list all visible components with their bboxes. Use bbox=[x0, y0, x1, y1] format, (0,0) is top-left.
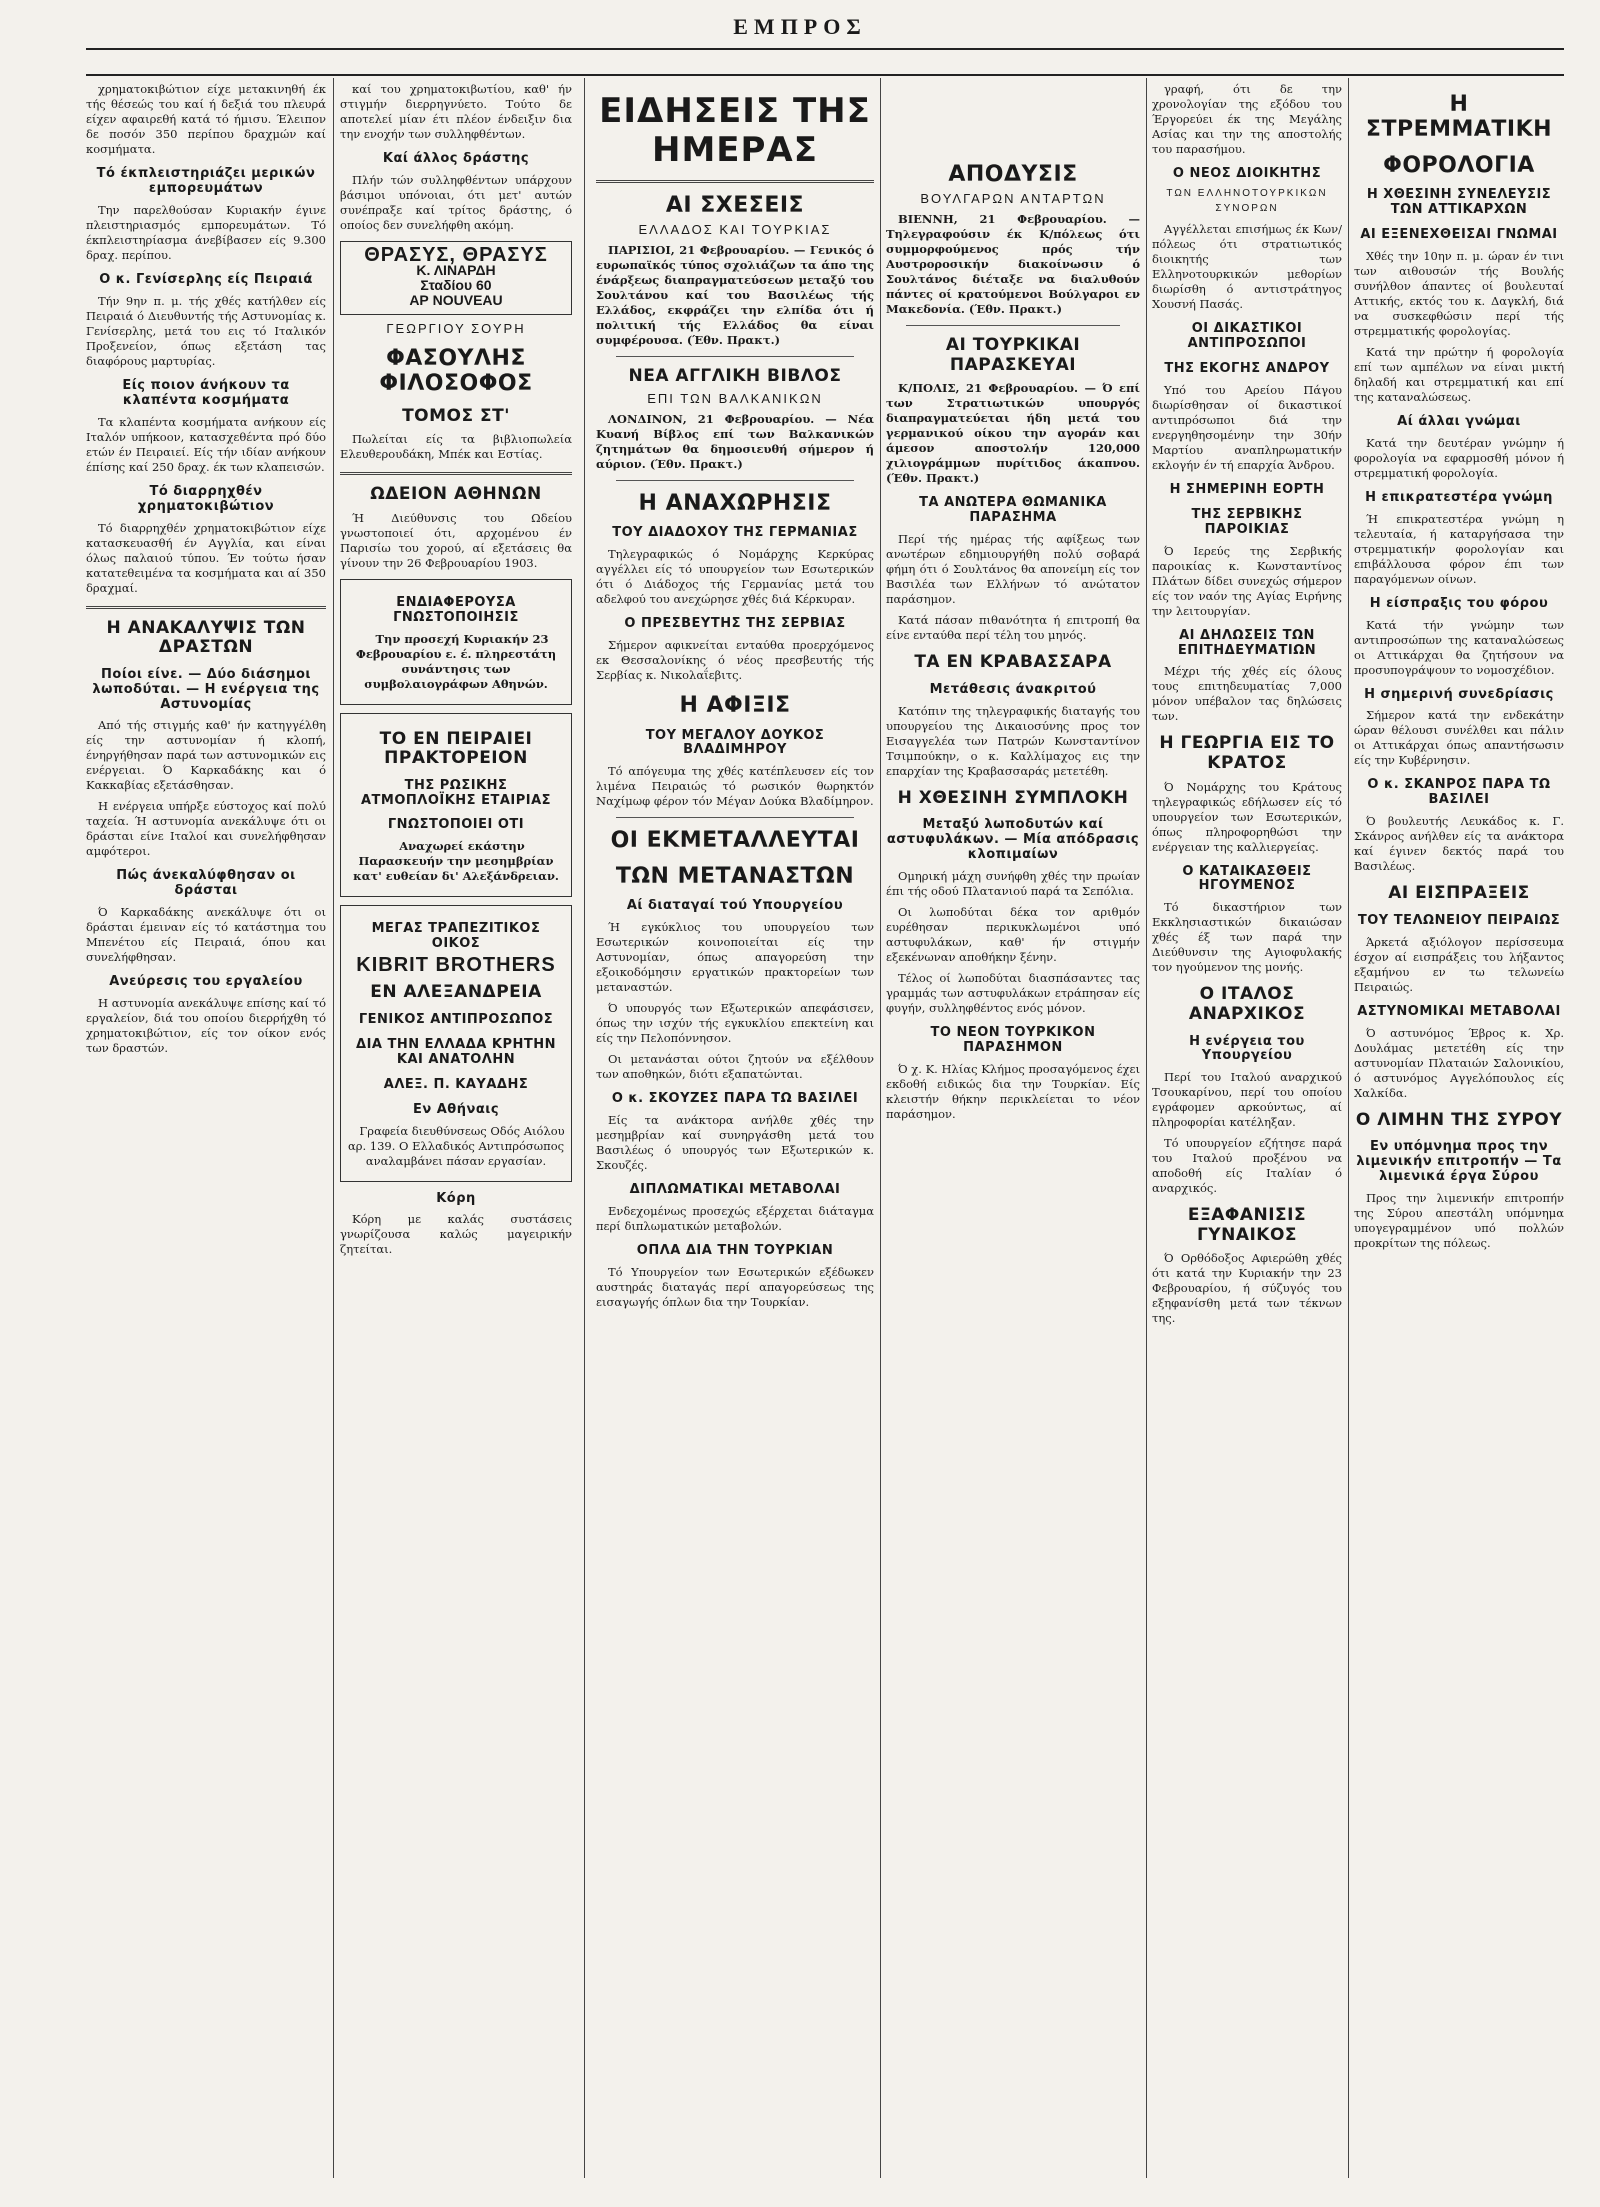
article-subheading: ΒΟΥΛΓΑΡΩΝ ΑΝΤΑΡΤΩΝ bbox=[920, 191, 1106, 207]
article-text: Τό Υπουργείον των Εσωτερικών εξέδωκεν αυστηράς διαταγάς περί απαγορεύσεως της εισαγωγής όπλων δια την Τουρκίαν. bbox=[596, 1264, 874, 1309]
article-heading: Ο ΠΡΕΣΒΕΥΤΗΣ ΤΗΣ ΣΕΡΒΙΑΣ bbox=[624, 616, 846, 632]
article-text: Ή Διεύθυνσις του Ωδείου γνωστοποιεί ότι, αρχομένου έν Παρισίω του χορού, αί εξετάσεις θα γίνουν την 26 Φεβρουαρίου 1903. bbox=[340, 510, 572, 570]
ad-line: Σταδίου 60 bbox=[420, 276, 492, 293]
article-text: γραφή, ότι δε την χρονολογίαν της εξόδου του Έργορεύει έκ της Μεγάλης Ασίας και την της αποστολής του παρασήμου. bbox=[1152, 82, 1342, 156]
article-heading: Αί άλλαι γνώμαι bbox=[1397, 413, 1521, 429]
article-heading: ΑΙ ΤΟΥΡΚΙΚΑΙ ΠΑΡΑΣΚΕΥΑΙ bbox=[945, 335, 1081, 375]
article-text: Η αστυνομία ανεκάλυψε επίσης καί τό εργαλείον, διά του οποίου διερρήχθη τό χρηματοκιβώτιον, είς τον οίκον ενός των δραστών. bbox=[86, 996, 326, 1056]
article-heading: Η είσπραξις του φόρου bbox=[1369, 595, 1549, 611]
book-author: ΓΕΩΡΓΙΟΥ ΣΟΥΡΗ bbox=[386, 320, 526, 336]
article-subheading: Ποίοι είνε. — Δύο διάσημοι λωποδύται. — Η ενέργεια της Αστυνομίας bbox=[92, 666, 320, 712]
column-1 bbox=[86, 82, 326, 2172]
article-heading: Ο ΝΕΟΣ ΔΙΟΙΚΗΤΗΣ bbox=[1172, 166, 1322, 181]
column-5 bbox=[1152, 82, 1342, 2172]
article-text: Ή εγκύκλιος του υπουργείου των Εσωτερικών κοινοποιείται είς την Αστυνομίαν, όπως απαγορεύση την εξοικοδόμησιν εργατικών πρακτορείων των μεταναστών. bbox=[596, 919, 874, 994]
article-text: Πλήν τών συλληφθέντων υπάρχουν βάσιμοι υπόνοιαι, ότι μετ' αυτών συνέπραξε καί τρίτος δράστης, ό οποίος δεν συνελήφθη ακόμη. bbox=[340, 172, 572, 232]
article-heading: ΑΙ ΕΙΣΠΡΑΞΕΙΣ bbox=[1388, 883, 1530, 904]
notice-box bbox=[340, 579, 572, 705]
article-text: ΛΟΝΔΙΝΟΝ, 21 Φεβρουαρίου. — Νέα Κυανή Βίβλος επί των Βαλκανικών ζητημάτων θα δημοσιευθή σήμερον ή αύριον. (Έθν. Πρακτ.) bbox=[596, 412, 874, 472]
article-subheading: ΤΟΥ ΔΙΑΔΟΧΟΥ ΤΗΣ ΓΕΡΜΑΝΙΑΣ bbox=[612, 525, 858, 541]
article-heading: Η ΧΘΕΣΙΝΗ ΣΥΜΠΛΟΚΗ bbox=[897, 787, 1129, 808]
article-text: Ομηρική μάχη συνήφθη χθές την πρωίαν έπι τής οδού Πλατανιού παρά τα Σεπόλια. bbox=[886, 869, 1140, 899]
article-text: Τήν 9ην π. μ. τής χθές κατήλθεν είς Πειραιά ό Διευθυντής τής Αστυνομίας κ. Γενίσερλης, μετά του εις τό Ιταλικόν Προξενείον, όπως εξετάση τας διαφόρους μαρτυρίας. bbox=[86, 293, 326, 368]
article-heading: ΑΣΤΥΝΟΜΙΚΑΙ ΜΕΤΑΒΟΛΑΙ bbox=[1357, 1003, 1561, 1019]
column-divider bbox=[880, 78, 881, 2178]
article-subheading: ΤΟΥ ΤΕΛΩΝΕΙΟΥ ΠΕΙΡΑΙΩΣ bbox=[1357, 912, 1561, 928]
divider bbox=[86, 606, 326, 609]
article-subheading: ΤΟΥ ΜΕΓΑΛΟΥ ΔΟΥΚΟΣ ΒΛΑΔΙΜΗΡΟΥ bbox=[645, 727, 825, 758]
article-text: Είς τα ανάκτορα ανήλθε χθές την μεσημβρίαν καί συνηργάσθη μετά του Βασιλέως ό υπουργός των Εξωτερικών κ. Σκουζές. bbox=[596, 1112, 874, 1172]
article-text: Μέχρι τής χθές είς όλους τους επιτηδευματίας 7,000 μόνον υπέβαλον τας δηλώσεις των. bbox=[1152, 664, 1342, 724]
book-title: ΦΑΣΟΥΛΗΣ ΦΙΛΟΣΟΦΟΣ bbox=[379, 345, 533, 397]
article-text: Από τής στιγμής καθ' ήν κατηγγέλθη είς την αστυνομίαν ή κλοπή, ένηργήθησαν παρά των αστυνομικών εις ενέργειαι. Ό Καρκαδάκης και ό Κακκαβίας εξετάσθησαν. bbox=[86, 718, 326, 793]
ad-heading: Εν Αθήναις bbox=[412, 1101, 500, 1117]
article-text: Κατά την πρώτην ή φορολογία επί των αμπέλων να είναι μικτή δηλαδή και στρεμματική και επί της καταναλώσεως. bbox=[1354, 344, 1564, 404]
ad-heading: ΑΛΕΞ. Π. ΚΑΥΑΔΗΣ bbox=[383, 1076, 529, 1092]
article-text: Ό Ιερεύς της Σερβικής παροικίας κ. Κωνσταντίνος Πλάτων δίδει συνεχώς σήμερον είς τον ναόν της Αγίας Ειρήνης την λειτουργίαν. bbox=[1152, 543, 1342, 618]
article-heading: ΝΕΑ ΑΓΓΛΙΚΗ ΒΙΒΛΟΣ bbox=[628, 366, 842, 387]
column-4 bbox=[886, 82, 1140, 2172]
article-text: Την παρελθούσαν Κυριακήν έγινε πλειστηριασμός εμπορευμάτων. Τό έκπλειστηρίασμα άνεβίβασεν είς 9.300 δραχ. περίπου. bbox=[86, 202, 326, 262]
article-text: Προς την λιμενικήν επιτροπήν της Σύρου απεστάλη υπόμνημα υπογεγραμμένον υπό πολλών προκρίτων της πόλεως. bbox=[1354, 1191, 1564, 1251]
article-text: Σήμερον αφικνείται ενταύθα προερχόμενος εκ Θεσσαλονίκης ό νέος πρεσβευτής τής Σερβίας κ. Νικολαΐεβιτς. bbox=[596, 638, 874, 683]
article-heading: ΕΞΑΦΑΝΙΣΙΣ ΓΥΝΑΙΚΟΣ bbox=[1187, 1205, 1307, 1245]
article-text: χρηματοκιβώτιον είχε μετακινηθή έκ τής θέσεώς του καί ή δεξιά του πλευρά είχεν αφαιρεθή κατά τό ήμισυ. Έλειπον δε ποσόν 350 περίπου δραχμών καί κοσμήματα. bbox=[86, 82, 326, 156]
article-text: Τό απόγευμα της χθές κατέπλευσεν είς τον λιμένα Πειραιώς τό ρωσικόν θωρηκτόν Ναχίμωφ φέρον τόν Μέγαν Δούκα Βλαδίμηρον. bbox=[596, 764, 874, 809]
article-heading: ΟΠΛΑ ΔΙΑ ΤΗΝ ΤΟΥΡΚΙΑΝ bbox=[636, 1242, 834, 1258]
article-text: Περί του Ιταλού αναρχικού Τσουκαρίνου, περί του οποίου εγράφομεν αρκούντως, αί πληροφορίαι κατέληξαν. bbox=[1152, 1070, 1342, 1130]
article-heading: Η ΣΗΜΕΡΙΝΗ ΕΟΡΤΗ bbox=[1169, 481, 1325, 497]
article-text: ΒΙΕΝΝΗ, 21 Φεβρουαρίου. — Τηλεγραφούσιν έκ Κ/πόλεως ότι συμμορφούμενος πρός τήν Αυστροροσικήν διακοίνωσιν ό Σουλτάνος διέταξε να διαλυθούν πάντες οί κρατούμενοι Βούλγαροι εν Μακεδονία. (Έθν. Πρακτ.) bbox=[886, 212, 1140, 317]
advertisement bbox=[340, 905, 572, 1181]
title-spacer bbox=[886, 82, 1140, 152]
ad-heading: ΓΝΩΣΤΟΠΟΙΕΙ ΟΤΙ bbox=[387, 817, 525, 833]
ad-heading: ΓΕΝΙΚΟΣ ΑΝΤΙΠΡΟΣΩΠΟΣ bbox=[358, 1011, 554, 1027]
section-title: ΕΙΔΗΣΕΙΣ ΤΗΣ ΗΜΕΡΑΣ bbox=[599, 91, 871, 171]
ad-line: Κ. ΛΙΝΑΡΔΗ bbox=[416, 261, 496, 278]
article-heading: Ο ΙΤΑΛΟΣ ΑΝΑΡΧΙΚΟΣ bbox=[1188, 984, 1306, 1024]
article-heading: ΤΑ ΑΝΩΤΕΡΑ ΘΩΜΑΝΙΚΑ ΠΑΡΑΣΗΜΑ bbox=[919, 495, 1107, 526]
book-tome: ΤΟΜΟΣ ΣΤ' bbox=[402, 405, 510, 426]
article-text: Ό Νομάρχης του Κράτους τηλεγραφικώς εδήλωσεν είς τό υπουργείον των Εσωτερικών, όπως πληροφορηθώσι την ενέργειαν της καλλιεργείας. bbox=[1152, 779, 1342, 854]
article-text: Κατά την δευτέραν γνώμην ή φορολογία να εφαρμοσθή μόνον ή στρεμματική φορολογία. bbox=[1354, 435, 1564, 480]
article-text: Τό δικαστήριον των Εκκλησιαστικών δικαιώσαν χθές έξ των παρά την Διεύθυνσιν της Αγιοφυλακής τον ηγούμενον της μονής. bbox=[1152, 900, 1342, 975]
column-divider bbox=[584, 78, 585, 2178]
article-heading: Ο κ. ΣΚΟΥΖΕΣ ΠΑΡΑ ΤΩ ΒΑΣΙΛΕΙ bbox=[611, 1090, 859, 1106]
article-text: Ή επικρατεστέρα γνώμη η τελευταία, ή καταργήσασα την στρεμματικήν φορολογίαν και επιβάλλουσα φόρον έπι των παραγόμενων οίνων. bbox=[1354, 511, 1564, 586]
article-heading: Είς ποιον άνήκουν τα κλαπέντα κοσμήματα bbox=[122, 377, 290, 408]
article-heading: Ανεύρεσις του εργαλείου bbox=[109, 974, 303, 990]
article-text: καί του χρηματοκιβωτίου, καθ' ήν στιγμήν διερρηγνύετο. Τούτο δε αποτελεί μίαν έτι πλέον ένδειξιν δια την ενοχήν των συλληφθέντων. bbox=[340, 82, 572, 141]
article-heading: ΟΙ ΕΚΜΕΤΑΛΛΕΥΤΑΙ bbox=[610, 828, 860, 854]
masthead: ΕΜΠΡΟΣ bbox=[733, 14, 867, 39]
notice-text: Την προσεχή Κυριακήν 23 Φεβρουαρίου ε. έ. πληρεστάτη συνάντησις των συμβολαιογράφων Αθηνών. bbox=[355, 631, 557, 691]
article-heading: Η ΣΤΡΕΜΜΑΤΙΚΗ bbox=[1365, 92, 1553, 143]
article-text: Ό υπουργός των Εξωτερικών απεφάσισεν, όπως την ισχύν τής εγκυκλίου επεκτείνη και είς την Πελοπόννησον. bbox=[596, 1000, 874, 1045]
header-rule bbox=[86, 74, 1564, 76]
divider bbox=[616, 356, 854, 357]
article-text: Κατά πάσαν πιθανότητα ή επιτροπή θα είνε ενταύθα περί τέλη του μηνός. bbox=[886, 613, 1140, 643]
article-heading: ΟΙ ΔΙΚΑΣΤΙΚΟΙ ΑΝΤΙΠΡΟΣΩΠΟΙ bbox=[1187, 320, 1307, 351]
article-subheading: ΤΗΣ ΕΚΟΓΗΣ ΑΝΔΡΟΥ bbox=[1164, 360, 1330, 376]
article-heading: Τό διαρρηχθέν χρηματοκιβώτιον bbox=[137, 483, 275, 514]
article-heading: Ο ΛΙΜΗΝ ΤΗΣ ΣΥΡΟΥ bbox=[1355, 1109, 1563, 1130]
ad-heading: ΜΕΓΑΣ ΤΡΑΠΕΖΙΤΙΚΟΣ ΟΙΚΟΣ bbox=[371, 921, 541, 952]
article-text: Τό διαρρηχθέν χρηματοκιβώτιον είχε κατασκευασθή έν Αγγλία, και είναι όλως παλαιού τύπου. Έν τούτω ήσαν κατατεθειμένα τα κοσμήματα και αί 350 δραχμαί. bbox=[86, 520, 326, 595]
article-subheading: Εν υπόμνημα προς την λιμενικήν επιτροπήν — Τα λιμενικά έργα Σύρου bbox=[1356, 1139, 1562, 1185]
article-subheading: ΤΗΣ ΣΕΡΒΙΚΗΣ ΠΑΡΟΙΚΙΑΣ bbox=[1191, 506, 1303, 537]
ad-line: ΑΡ NOUVEAU bbox=[409, 291, 503, 308]
article-heading: ΑΙ ΣΧΕΣΕΙΣ bbox=[665, 193, 805, 219]
article-text: Τηλεγραφικώς ό Νομάρχης Κερκύρας αγγέλλει είς τό υπουργείον των Εσωτερικών ότι ό Διάδοχος τής Γερμανίας μετά του αδελφού του ανεχώρησε χθές διά Κέρκυραν. bbox=[596, 547, 874, 607]
article-text: Οι λωποδύται δέκα τον αριθμόν ευρέθησαν περικυκλωμένοι υπό αστυφυλάκων, καθ' ήν στιγμήν εξεκένωναν αποθήκην ξένην. bbox=[886, 905, 1140, 965]
column-divider bbox=[333, 78, 334, 2178]
article-heading: ΤΩΝ ΜΕΤΑΝΑΣΤΩΝ bbox=[615, 863, 855, 889]
article-subheading: Μετάθεσις άνακριτού bbox=[929, 681, 1097, 697]
divider bbox=[596, 180, 874, 183]
ad-heading: ΤΟ ΕΝ ΠΕΙΡΑΙΕΙ ΠΡΑΚΤΟΡΕΙΟΝ bbox=[379, 728, 533, 769]
article-text: Κ/ΠΟΛΙΣ, 21 Φεβρουαρίου. — Ό επί των Στρατιωτικών υπουργός διαπραγματεύεται ήδη μετά του γερμανικού οίκου την αγοράν και άμεσον αποστολήν 120,000 χιλιογράμμων πυρίτιδος άκαπνου. (Έθν. Πρακτ.) bbox=[886, 381, 1140, 486]
article-heading: Η ΑΝΑΚΑΛΥΨΙΣ ΤΩΝ ΔΡΑΣΤΩΝ bbox=[106, 617, 306, 658]
article-heading: ΤΟ ΝΕΟΝ ΤΟΥΡΚΙΚΟΝ ΠΑΡΑΣΗΜΟΝ bbox=[930, 1025, 1096, 1056]
column-2 bbox=[340, 82, 572, 2172]
article-heading: ΩΔΕΙΟΝ ΑΘΗΝΩΝ bbox=[370, 484, 542, 505]
divider bbox=[616, 817, 854, 818]
ad-heading: ΕΝ ΑΛΕΞΑΝΔΡΕΙΑ bbox=[370, 982, 542, 1003]
ad-text: Αναχωρεί εκάστην Παρασκευήν την μεσημβρίαν κατ' ευθείαν δι' Αλεξάνδρειαν. bbox=[353, 839, 559, 884]
article-text: Άρκετά αξιόλογον περίσσευμα έσχον αί εισπράξεις του λήξαντος εξαμήνου εν τω τελωνείω Πειραιώς. bbox=[1354, 934, 1564, 994]
ad-title: ΘΡΑΣΥΣ, ΘΡΑΣΥΣ bbox=[364, 243, 548, 266]
article-text: Υπό του Αρείου Πάγου διωρίσθησαν οί δικαστικοί αντιπρόσωποι διά την ενεργηθησομένην την 30ήν Μαρτίου αναπληρωματικήν εκλογήν έν τή επαρχία Άνδρου. bbox=[1152, 382, 1342, 472]
article-heading: Καί άλλος δράστης bbox=[382, 151, 530, 166]
article-heading: ΑΙ ΔΗΛΩΣΕΙΣ ΤΩΝ ΕΠΙΤΗΔΕΥΜΑΤΙΩΝ bbox=[1177, 627, 1317, 658]
article-text: Περί τής ημέρας τής αφίξεως των ανωτέρων εδημιουργήθη πολύ σοβαρά φήμη ότι ό Σουλτάνος θα απονείμη είς τον Βασιλέα των Ελλήνων τό ανώτατον παράσημον. bbox=[886, 532, 1140, 607]
article-text: Ό βουλευτής Λευκάδος κ. Γ. Σκάνρος ανήλθεν είς τα ανάκτορα καί έγινεν δεκτός παρά του Βασιλέως. bbox=[1354, 814, 1564, 874]
article-heading: ΑΠΟΔΥΣΙΣ bbox=[948, 162, 1078, 187]
classified-text: Κόρη με καλάς συστάσεις γνωρίζουσα καλώς μαγειρικήν ζητείται. bbox=[340, 1212, 572, 1257]
article-heading: Ο ΚΑΤΑΙΚΑΣΘΕΙΣ ΗΓΟΥΜΕΝΟΣ bbox=[1182, 863, 1312, 894]
article-heading: Ο κ. ΣΚΑΝΡΟΣ ΠΑΡΑ ΤΩ ΒΑΣΙΛΕΙ bbox=[1367, 777, 1551, 808]
advertisement bbox=[340, 713, 572, 898]
article-subheading: Αί διαταγαί τού Υπουργείου bbox=[626, 897, 844, 913]
ad-text: Γραφεία διευθύνσεως Οδός Αιόλου αρ. 139. Ο Ελλαδικός Αντιπρόσωπος αναλαμβάνει πάσαν εργασίαν. bbox=[347, 1123, 565, 1168]
article-text: Σήμερον κατά την ενδεκάτην ώραν θέλουσι συνέλθει και πάλιν οι Αττικάρχαι όπως απαντήσωσιν είς την Κυβέρνησιν. bbox=[1354, 708, 1564, 768]
article-subheading: ΕΛΛΑΔΟΣ ΚΑΙ ΤΟΥΡΚΙΑΣ bbox=[638, 222, 832, 238]
ad-heading: ΔΙΑ ΤΗΝ ΕΛΛΑΔΑ ΚΡΗΤΗΝ ΚΑΙ ΑΝΑΤΟΛΗΝ bbox=[356, 1036, 556, 1067]
article-text: Τα κλαπέντα κοσμήματα ανήκουν είς Ιταλόν υπήκοον, κατασχεθέντα πρό δύο ετών έν Πειραιεί. Είς τήν ιδίαν ανήκουν έπίσης καί 250 δραχ. έκ των κλαπεισών. bbox=[86, 414, 326, 474]
column-divider bbox=[1348, 78, 1349, 2178]
article-text: Κατά τήν γνώμην των αντιπροσώπων της καταναλώσεως οι Αττικάρχαι θα ζητήσουν να προσυπογράψουν το νομοσχέδιον. bbox=[1354, 617, 1564, 677]
article-text: Ό Ορθόδοξος Αφιερώθη χθές ότι κατά την Κυριακήν την 23 Φεβρουαρίου, ή σύζυγός του εξηφανίσθη μετά των τέκνων της. bbox=[1152, 1251, 1342, 1326]
article-text: Ό χ. Κ. Ηλίας Κλήμος προσαγόμενος έχει εκδοθή ειδικώς δια την Τουρκίαν. Είς κλειστήν θήκην περικλείεται το νέον παράσημον. bbox=[886, 1061, 1140, 1121]
article-subheading: ΕΠΙ ΤΩΝ ΒΑΛΚΑΝΙΚΩΝ bbox=[647, 391, 823, 407]
notice-heading: ΕΝΔΙΑΦΕΡΟΥΣΑ ΓΝΩΣΤΟΠΟΙΗΣΙΣ bbox=[393, 594, 519, 625]
article-text: Κατόπιν της τηλεγραφικής διαταγής του υπουργείου της Δικαιοσύνης προς τον Εισαγγελέα των Πατρών Κωνσταντίνον Τσιμπούκην, ο κ. Καλλίμαχος εις την επαρχίαν της Κραβασσαράς μετετέθη. bbox=[886, 703, 1140, 778]
divider bbox=[340, 472, 572, 475]
article-text: Η ενέργεια υπήρξε εύστοχος καί πολύ ταχεία. Ή αστυνομία ανεκάλυψε ότι οι δράσται είνε Ιταλοί και συνελήφθησαν αμφότεροι. bbox=[86, 799, 326, 859]
article-heading: Η ΓΕΩΡΓΙΑ ΕΙΣ ΤΟ ΚΡΑΤΟΣ bbox=[1159, 733, 1335, 773]
column-6 bbox=[1354, 82, 1564, 2172]
article-heading: Η ΑΝΑΧΩΡΗΣΙΣ bbox=[638, 491, 832, 517]
article-subheading: Η ενέργεια του Υπουργείου bbox=[1189, 1033, 1305, 1064]
advertisement bbox=[340, 241, 572, 315]
article-text: Χθές την 10ην π. μ. ώραν έν τινι των αιθουσών τής Βουλής συνήλθον άπαντες οί βουλευταί Αττικής, εκτός του κ. Δαγκλή, διά να συσκεφθώσιν περί τής στρεμματικής φορολογίας. bbox=[1354, 248, 1564, 338]
article-text: Ό αστυνόμος Έβρος κ. Χρ. Δουλάμας μετετέθη είς την αστυνομίαν Πλαταιών Σαλονικίου, ό αστυνόμος Αγγελόπουλος είς Χαλκίδα. bbox=[1354, 1025, 1564, 1100]
article-heading: Η ΑΦΙΞΙΣ bbox=[679, 693, 791, 719]
article-heading: ΔΙΠΛΩΜΑΤΙΚΑΙ ΜΕΤΑΒΟΛΑΙ bbox=[629, 1181, 841, 1197]
article-heading: Ο κ. Γενίσερλης είς Πειραιά bbox=[99, 271, 313, 287]
article-text: Οι μετανάσται ούτοι ζητούν να εξέλθουν των αποθηκών, διότι εξαπατώνται. bbox=[596, 1051, 874, 1081]
article-heading: Η επικρατεστέρα γνώμη bbox=[1365, 489, 1553, 505]
article-text: Αγγέλλεται επισήμως έκ Κων/πόλεως ότι στρατιωτικός διοικητής των Ελληνοτουρκικών μεθορίων διωρίσθη ό αντιστράτηγος Χουσνή Πασάς. bbox=[1152, 221, 1342, 311]
article-heading: Πώς άνεκαλύφθησαν οι δράσται bbox=[116, 868, 296, 899]
article-subheading: ΤΩΝ ΕΛΛΗΝΟΤΟΥΡΚΙΚΩΝ ΣΥΝΟΡΩΝ bbox=[1166, 187, 1328, 214]
article-text: Τέλος οί λωποδύται διασπάσαντες τας γραμμάς των αστυφυλάκων ετράπησαν είς φυγήν, συλληφθέντος ενός μόνον. bbox=[886, 971, 1140, 1016]
column-3 bbox=[596, 82, 874, 2172]
column-divider bbox=[1146, 78, 1147, 2178]
divider bbox=[616, 480, 854, 481]
article-heading: Η σημερινή συνεδρίασις bbox=[1364, 686, 1554, 702]
article-text: ΠΑΡΙΣΙΟΙ, 21 Φεβρουαρίου. — Γενικός ό ευρωπαϊκός τύπος σχολιάζων τα άπο της ένάρξεως διαπραγματεύσεων μεταξύ του Σουλτάνου καί του Βασιλέως τής Ελλάδος, εκφράζει την ελπίδα ότι ή πολιτική τής Ελλάδος θα είναι συμφέρουσα. (Έθν. Πρακτ.) bbox=[596, 243, 874, 348]
classified-heading: Κόρη bbox=[436, 1190, 476, 1206]
article-subheading: Η ΧΘΕΣΙΝΗ ΣΥΝΕΛΕΥΣΙΣ ΤΩΝ ΑΤΤΙΚΑΡΧΩΝ bbox=[1366, 186, 1552, 217]
article-heading: Τό έκπλειστηριάζει μερικών εμπορευμάτων bbox=[96, 166, 316, 196]
article-text: Τό υπουργείον εζήτησε παρά του Ιταλού προξένου να αποδοθή είς Ιταλίαν ό αναρχικός. bbox=[1152, 1136, 1342, 1196]
top-rule bbox=[86, 48, 1564, 50]
article-text: Πωλείται είς τα βιβλιοπωλεία Ελευθερουδάκη, Μπέκ και Εστίας. bbox=[340, 432, 572, 462]
article-heading: ΦΟΡΟΛΟΓΙΑ bbox=[1383, 152, 1535, 178]
article-subheading: Μεταξύ λωποδυτών καί αστυφυλάκων. — Μία απόδρασις κλοπιμαίων bbox=[886, 817, 1140, 863]
divider bbox=[906, 325, 1120, 326]
article-text: Ενδεχομένως προσεχώς εξέρχεται διάταγμα περί διπλωματικών μεταβολών. bbox=[596, 1203, 874, 1233]
ad-heading: ΤΗΣ ΡΩΣΙΚΗΣ ΑΤΜΟΠΛΟΪΚΗΣ ΕΤΑΙΡΙΑΣ bbox=[360, 777, 552, 808]
article-text: Ό Καρκαδάκης ανεκάλυψε ότι οι δράσται έμειναν είς τό κατάστημα του Μπενέτου είς Πειραιά, όπου και συνελήφθησαν. bbox=[86, 905, 326, 965]
ad-title: KIBRIT BROTHERS bbox=[356, 954, 556, 977]
article-heading: ΤΑ ΕΝ ΚΡΑΒΑΣΣΑΡΑ bbox=[914, 652, 1112, 673]
article-subheading: ΑΙ ΕΞΕΝΕΧΘΕΙΣΑΙ ΓΝΩΜΑΙ bbox=[1360, 226, 1558, 242]
